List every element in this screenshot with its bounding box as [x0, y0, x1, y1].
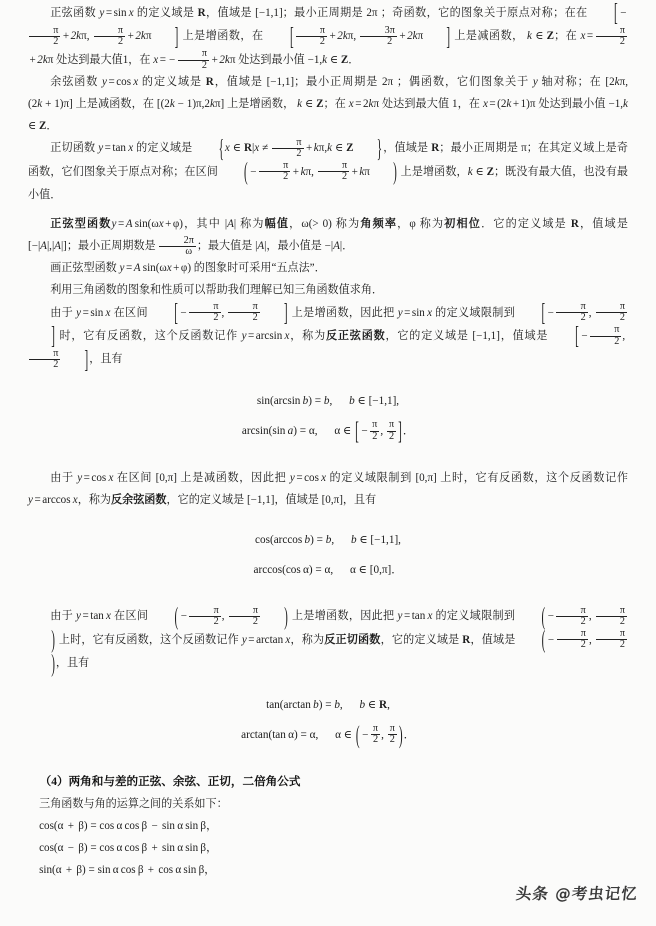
sinusoid-title: 正弦型函数 [50, 218, 112, 231]
sine-text-6: 上是减函数， [454, 30, 524, 43]
sine-text-10: 处达到最小值 [238, 53, 305, 66]
sine-domain: R [197, 7, 206, 19]
equation-arccos-2 [28, 555, 628, 585]
arccos-notation: y = arccos x [28, 494, 78, 507]
formula-cos-difference: cos(α − β) = cos α cos β + sin α sin β， [39, 842, 218, 855]
arctan-base-formula: y = tan x [76, 610, 111, 623]
arctan-eq1-expr: tan(arctan b) = b, [266, 698, 343, 711]
paragraph-arctan: 由于 y = tan x 在区间 ( − $\frac{\pi}{2}$ , $\frac{\pi}{2}$ ) 上是增函数，因此把 y = tan x 的定义域限制到 ( − $\frac{\pi}{2}$ , $\frac{\pi}{2}$ ) 上时，它有反函数，这个反函数记作 y = arctan x，称为反正切函数，它的定义域是 R，值域是 ( − $\frac{\pi}{2}$ , $\frac{\pi}{2}$ )，且有 [28, 605, 628, 675]
sinusoid-amplitude-label: 幅值 [264, 218, 290, 231]
arcsin-notation: y = arcsin x [241, 329, 290, 342]
arcsin-eq2-condition: α ∈ [ − $\frac{\pi}{2}$ , $\frac{\pi}{2}$ ]． [334, 418, 415, 446]
sine-text-2: ，值域是 [205, 7, 252, 19]
arctan-interval-2: ( − $\frac{\pi}{2}$ , $\frac{\pi}{2}$ ) [51, 604, 625, 655]
sine-text-3: ；最小正周期是 [282, 7, 364, 19]
cosine-k-condition: k ∈ Z [297, 98, 324, 111]
cosine-decreasing-interval: [2kπ,(2k + 1)π] [28, 75, 628, 111]
arctan-eq1-condition: b ∈ R, [359, 698, 390, 711]
arcsin-base-formula-2: y = sin x [397, 306, 433, 319]
sine-period: 2π [366, 7, 378, 19]
paragraph-cosine-function: 余弦函数 y = cos x 的定义域是 R，值域是 [−1,1]；最小正周期是 2π ；偶函数，它们图象关于 y 轴对称；在 [2kπ,(2k + 1)π] 上是减函数，在 [(2k − 1)π,2kπ] 上是增函数， k ∈ Z；在 x = 2kπ 处达到最大值 1，在 x = (2k + 1)π 处达到最小值 −1,k ∈ Z． [28, 75, 628, 133]
formula-cos-sum: cos(α + β) = cos α cos β − sin α sin β， [39, 820, 218, 833]
arccos-eq1-condition: b ∈ [−1,1], [350, 534, 401, 547]
arccos-eq2-condition: α ∈ [0,π]． [350, 564, 403, 577]
paragraph-five-point-method: 画正弦型函数 y = A sin(ωx + φ) 的图象时可采用“五点法”． [50, 262, 326, 275]
sine-text-1: 的定义域是 [136, 7, 195, 19]
sinusoid-domain: R [570, 218, 579, 231]
sine-k-condition: k ∈ Z [527, 30, 555, 43]
paragraph-tangent-function: 正切函数 y = tan x 的定义域是 {x ∈ R|x ≠ $\frac{\pi}{2}$ + kπ,k ∈ Z }，值域是 R；最小正周期是 π；在其定义域上是奇函数，它们图象关于原点对称；在区间 ( − $\frac{\pi}{2}$ + kπ, $\frac{\pi}{2}$ + kπ ) 上是增函数，k ∈ Z；既没有最大值，也没有最小值． [28, 136, 628, 202]
arccos-range: [0,π] [321, 494, 343, 507]
arccos-domain: [−1,1] [246, 494, 275, 507]
cosine-min-value: −1 [608, 98, 621, 111]
cosine-max-value: 1 [452, 98, 458, 111]
tangent-domain-set: {x ∈ R|x ≠ $\frac{\pi}{2}$ + kπ,k ∈ Z } [218, 136, 383, 164]
arcsin-eq2-expr: arcsin(sin a) = α, [241, 424, 318, 437]
sinusoid-phase-label: 初相位 [444, 218, 482, 231]
paragraph-arccos: 由于 y = cos x 在区间 [0,π] 上是减函数，因此把 y = cos x 的定义域限制到 [0,π] 上时，它有反函数，这个反函数记作 y = arccos x，称为反余弦函数，它的定义域是 [−1,1]，值域是 [0,π]，且有 [28, 472, 628, 507]
five-point-formula: y = A sin(ωx + φ) [119, 262, 192, 275]
equation-arcsin-2 [28, 416, 628, 447]
equation-arctan-1 [28, 690, 628, 720]
arctan-notation: y = arctan x [241, 633, 291, 646]
arccos-name: 反余弦函数 [111, 494, 167, 507]
sine-increasing-interval: [ − $\frac{\pi}{2}$ + 2kπ, $\frac{\pi}{2}$ + 2kπ ] [28, 7, 628, 42]
arctan-eq2-condition: α ∈ ( − $\frac{\pi}{2}$ , $\frac{\pi}{2}$ )． [335, 722, 415, 750]
arccos-interval-2: [0,π] [415, 472, 437, 485]
arcsin-eq1-condition: b ∈ [−1,1], [349, 394, 400, 407]
arccos-eq1-expr: cos(arccos b) = b, [255, 534, 335, 547]
sine-formula: y [99, 7, 105, 19]
cosine-range: [−1,1] [266, 75, 295, 88]
sinusoid-max-value: |A| [255, 240, 267, 253]
tangent-formula: y = tan x [98, 142, 134, 155]
equation-arcsin-1 [28, 386, 628, 416]
arctan-range: ( − $\frac{\pi}{2}$ , $\frac{\pi}{2}$ ) [51, 627, 625, 678]
sinusoid-formula: y = A sin(ωx + φ) [111, 218, 183, 231]
sine-lead-label: 正弦函数 [50, 7, 97, 19]
arctan-interval-1: ( − $\frac{\pi}{2}$ , $\frac{\pi}{2}$ ) [174, 604, 288, 632]
sine-text-8: 处达到最大值 [56, 53, 123, 66]
sine-text-4: ；奇函数，它的图象关于原点对称；在 [380, 7, 577, 19]
arcsin-name: 反正弦函数 [325, 329, 386, 342]
sinusoid-amplitude-symbol: |A| [224, 218, 237, 231]
cosine-period: 2π [382, 75, 394, 88]
paragraph-sinusoid-function: 正弦型函数y = A sin(ωx + φ)，其中 |A| 称为幅值，ω(> 0) 称为角频率，φ 称为初相位．它的定义域是 R，值域是 [−|A|,|A|]；最小正周期数是 $\frac{2\pi}{\omega}$ ；最大值是 |A|，最小值是 −|A|． [28, 218, 628, 257]
arccos-base-formula: y = cos x [77, 472, 114, 485]
tangent-k-condition: k ∈ Z [467, 165, 494, 178]
cosine-domain: R [205, 75, 214, 88]
formula-sin-sum: sin(α + β) = sin α cos β + cos α sin β， [39, 864, 216, 877]
cosine-lead-label: 余弦函数 [50, 75, 99, 88]
tangent-increasing-interval: ( − $\frac{\pi}{2}$ + kπ, $\frac{\pi}{2}$ + kπ ) [243, 159, 397, 187]
arctan-name: 反正切函数 [324, 633, 381, 646]
sine-decreasing-interval: [ $\frac{\pi}{2}$ + 2kπ, $\frac{3\pi}{2}$ + 2kπ ] [289, 24, 451, 52]
sine-text-5: 上是增函数，在 [182, 30, 264, 43]
equation-arccos-1 [28, 525, 628, 555]
arcsin-base-formula: y = sin x [76, 306, 111, 319]
sinusoid-omega-label: 角频率 [360, 218, 398, 231]
sine-min-value: −1 [307, 53, 320, 66]
arccos-base-formula-2: y = cos x [289, 472, 327, 485]
arcsin-domain: [−1,1] [472, 329, 500, 342]
arccos-eq2-expr: arccos(cos α) = α, [253, 564, 334, 577]
sine-max-value: 1 [122, 53, 129, 66]
cosine-increasing-interval: [(2k − 1)π,2kπ] [156, 98, 225, 111]
tangent-range: R [431, 142, 440, 155]
arcsin-range: [ − $\frac{\pi}{2}$ , $\frac{\pi}{2}$ ] [28, 330, 628, 365]
cosine-formula: y = cos x [102, 75, 139, 88]
sinusoid-phase-symbol: φ [409, 218, 416, 231]
sinusoid-period: $\frac{2\pi}{\omega}$ [158, 240, 196, 252]
tangent-period: π [521, 142, 527, 155]
sinusoid-omega-symbol: ω(> 0) [301, 218, 332, 231]
arctan-base-formula-2: y = tan x [397, 610, 433, 623]
arccos-interval-1: [0,π] [155, 472, 177, 485]
arctan-domain: R [462, 633, 471, 646]
document-body [28, 2, 628, 881]
sine-text-9: ，在 [128, 53, 151, 66]
sine-min-position: x = − $\frac{\pi}{2}$ + 2kπ [153, 48, 236, 71]
arcsin-eq1-expr: sin(arcsin b) = b, [256, 394, 333, 407]
sinusoid-min-value: −|A| [324, 240, 343, 253]
sine-range: [−1,1] [255, 7, 283, 19]
cosine-min-position: x = (2k + 1)π [482, 98, 536, 111]
arcsin-interval-2: [ − $\frac{\pi}{2}$ , $\frac{\pi}{2}$ ] [51, 300, 625, 351]
tangent-extrema: 既没有最大值，也没有最小值 [28, 165, 628, 202]
paragraph-inverse-intro: 利用三角函数的图象和性质可以帮助我们理解已知三角函数值求角． [50, 284, 384, 297]
paragraph-arcsin: 由于 y = sin x 在区间 [ − $\frac{\pi}{2}$ , $\frac{\pi}{2}$ ] 上是增函数，因此把 y = sin x 的定义域限制到 [ − $\frac{\pi}{2}$ , $\frac{\pi}{2}$ ] 时，它有反函数，这个反函数记作 y = arcsin x，称为反正弦函数，它的定义域是 [−1,1]，值域是 [ − $\frac{\pi}{2}$ , $\frac{\pi}{2}$ ]，且有 [28, 302, 628, 372]
equation-arctan-2 [28, 720, 628, 751]
section-4-heading: （4）两角和与差的正弦、余弦、正切，二倍角公式 [39, 774, 301, 788]
sine-text-7: ；在 [554, 30, 578, 43]
watermark-text: 头条 @考虫记忆 [515, 885, 639, 903]
sinusoid-range: [−|A|,|A|] [28, 240, 67, 253]
paragraph-sine-function: 正弦函数 y = sin x 的定义域是 R，值域是 [−1,1]；最小正周期是 2π ；奇函数，它的图象关于原点对称；在在 [ − $\frac{\pi}{2}$ + 2kπ, $\frac{\pi}{2}$ + 2kπ ] 上是增函数，在 [ $\frac{\pi}{2}$ + 2kπ, $\frac{3\pi}{2}$ + 2kπ ] 上是减函数， k ∈ Z；在 x = $\frac{\pi}{2}$ + 2kπ 处达到最大值1，在 x = − $\frac{\pi}{2}$ + 2kπ 处达到最小值 −1,k ∈ Z． [29, 0, 627, 71]
cosine-max-position: x = 2kπ [348, 98, 380, 111]
arctan-eq2-expr: arctan(tan α) = α, [241, 728, 319, 741]
tangent-lead-label: 正切函数 [50, 142, 96, 155]
sine-max-position: x = $\frac{\pi}{2}$ + 2kπ [29, 24, 625, 66]
arcsin-interval-1: [ − $\frac{\pi}{2}$ , $\frac{\pi}{2}$ ] [174, 300, 288, 328]
section-4-intro: 三角函数与角的运算之间的关系如下： [39, 797, 228, 810]
